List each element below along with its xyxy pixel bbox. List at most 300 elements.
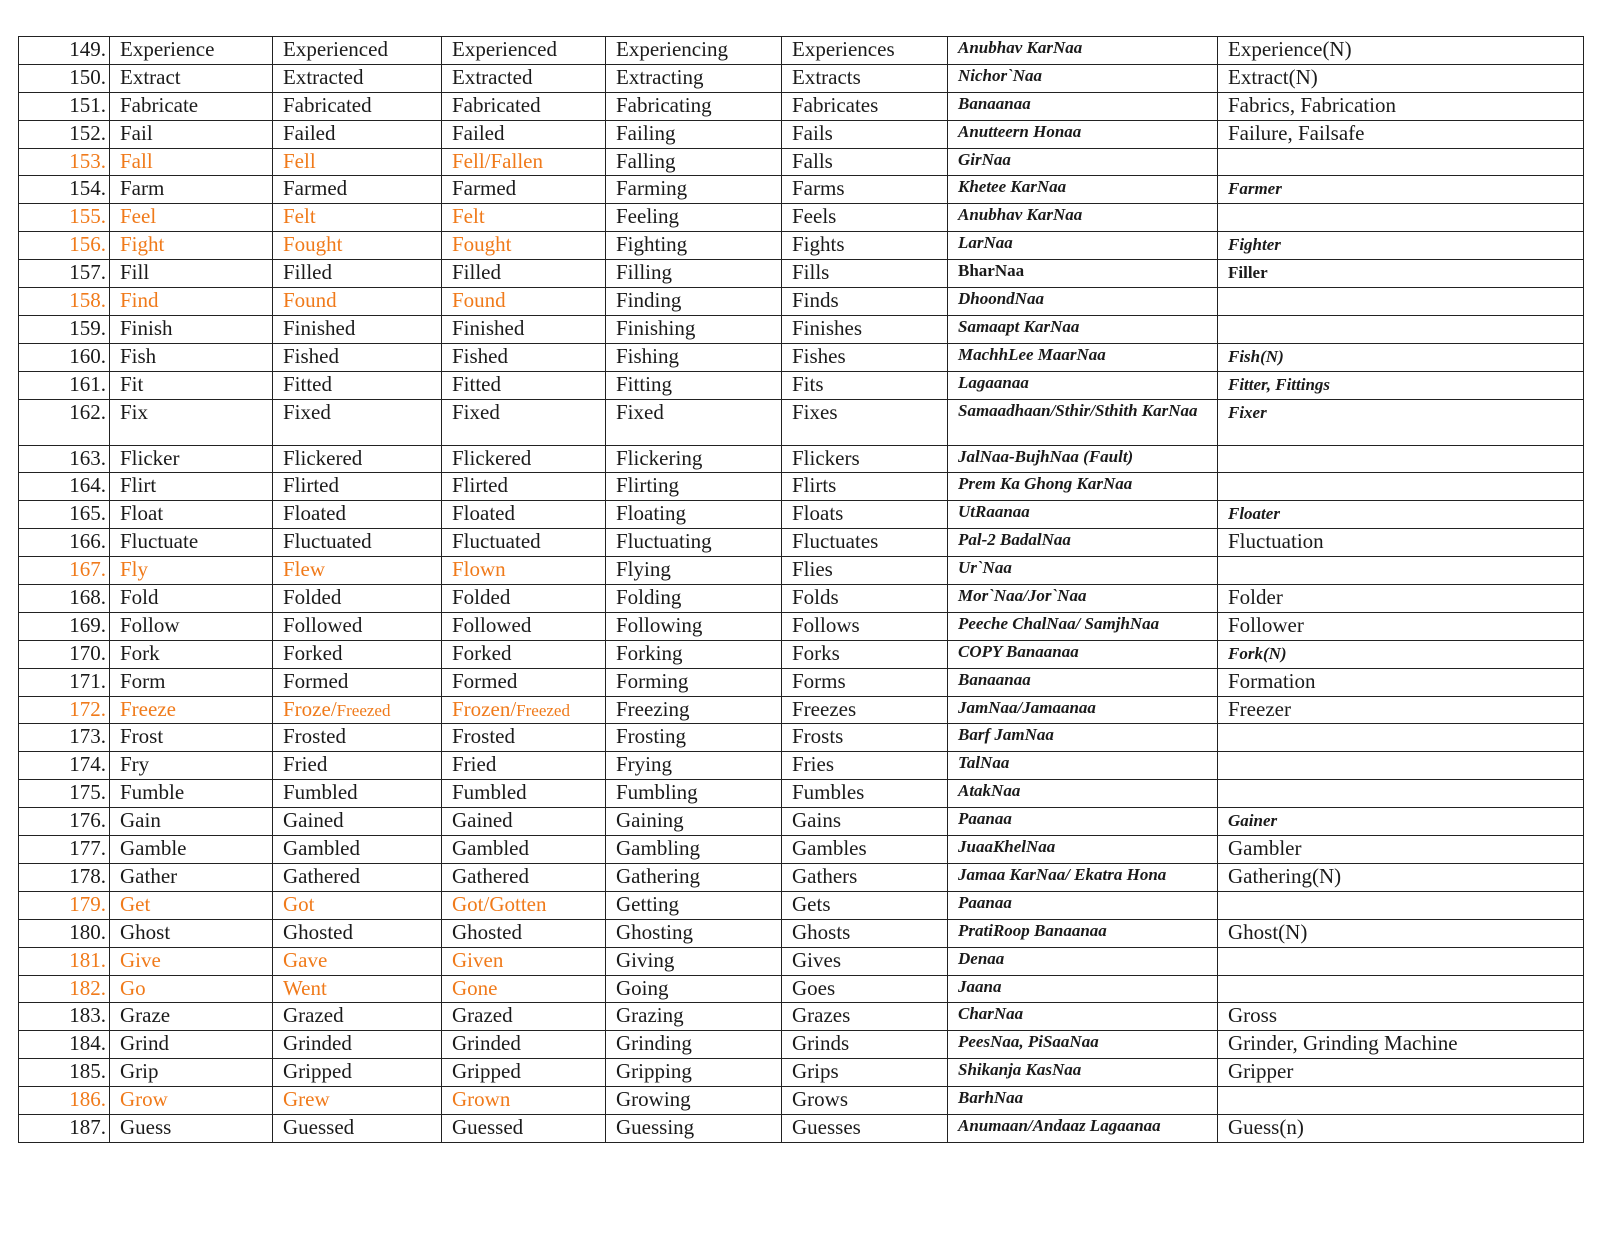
past-participle-text: Frozen/: [452, 696, 517, 721]
ing-form: Getting: [606, 891, 782, 919]
verb-row: [19, 529, 1584, 557]
past-form-text: Experienced: [283, 37, 388, 61]
row-number: 173.: [19, 724, 110, 752]
base-form: Fall: [110, 148, 273, 176]
verb-row: [19, 445, 1584, 473]
row-number: 169.: [19, 612, 110, 640]
base-form: Fluctuate: [110, 529, 273, 557]
base-form: Go: [110, 975, 273, 1003]
row-number: 174.: [19, 752, 110, 780]
past-form: [273, 148, 442, 176]
ing-form: Flying: [606, 557, 782, 585]
ing-form: Farming: [606, 176, 782, 204]
hindi-meaning: Anubhav KarNaa: [948, 204, 1218, 232]
row-number: 181.: [19, 947, 110, 975]
ing-form: Growing: [606, 1087, 782, 1115]
past-participle-text: Farmed: [452, 176, 517, 201]
row-number: 172.: [19, 696, 110, 724]
base-form: Ghost: [110, 919, 273, 947]
past-form: [273, 501, 442, 529]
past-form: [273, 975, 442, 1003]
row-number: 177.: [19, 836, 110, 864]
past-participle: [442, 836, 606, 864]
past-participle: [442, 1114, 606, 1142]
verb-row: [19, 501, 1584, 529]
past-participle: [442, 612, 606, 640]
verb-row: [19, 836, 1584, 864]
past-form-text: Grazed: [283, 1003, 344, 1028]
past-participle-text: Flown: [452, 557, 506, 582]
past-participle: [442, 92, 606, 120]
ing-form: Fighting: [606, 232, 782, 260]
ing-form: Flickering: [606, 445, 782, 473]
verb-row: [19, 399, 1584, 445]
past-form: [273, 724, 442, 752]
past-participle-text: Gambled: [452, 836, 529, 861]
past-participle-text: Flickered: [452, 445, 532, 470]
noun-form: [1218, 1087, 1584, 1115]
verb-row: [19, 176, 1584, 204]
noun-form: Fluctuation: [1218, 529, 1584, 557]
row-number: 187.: [19, 1114, 110, 1142]
verb-row: [19, 232, 1584, 260]
past-form: [273, 585, 442, 613]
ing-form: Fabricating: [606, 92, 782, 120]
noun-form: Failure, Failsafe: [1218, 120, 1584, 148]
past-participle: [442, 445, 606, 473]
past-form-text: Gathered: [283, 863, 360, 888]
past-form: [273, 668, 442, 696]
past-participle: [442, 947, 606, 975]
hindi-meaning: AtakNaa: [948, 780, 1218, 808]
row-number: 152.: [19, 120, 110, 148]
ing-form: Fumbling: [606, 780, 782, 808]
noun-form: Experience(N): [1218, 37, 1584, 65]
past-participle-alt: Freezed: [516, 700, 570, 720]
past-participle-text: Grown: [452, 1087, 511, 1112]
row-number: 185.: [19, 1059, 110, 1087]
base-form: Experience: [110, 37, 273, 65]
past-form: [273, 752, 442, 780]
past-participle: [442, 343, 606, 371]
past-form-text: Formed: [283, 668, 349, 693]
hindi-meaning: Anubhav KarNaa: [948, 37, 1218, 65]
ing-form: Gambling: [606, 836, 782, 864]
hindi-meaning: UtRaanaa: [948, 501, 1218, 529]
ing-form: Floating: [606, 501, 782, 529]
verb-row: [19, 148, 1584, 176]
past-form-text: Grinded: [283, 1031, 352, 1056]
row-number: 159.: [19, 315, 110, 343]
past-participle-text: Grinded: [452, 1031, 521, 1056]
ing-form: Freezing: [606, 696, 782, 724]
noun-form: Grinder, Grinding Machine: [1218, 1031, 1584, 1059]
past-participle: [442, 315, 606, 343]
noun-form: Gainer: [1218, 808, 1584, 836]
s-form: Finds: [782, 288, 948, 316]
past-participle: [442, 64, 606, 92]
verb-row: [19, 947, 1584, 975]
s-form: Frosts: [782, 724, 948, 752]
past-participle-text: Fitted: [452, 371, 502, 396]
past-form: [273, 473, 442, 501]
ing-form: Following: [606, 612, 782, 640]
base-form: Fumble: [110, 780, 273, 808]
verb-row: [19, 204, 1584, 232]
hindi-meaning: Nichor`Naa: [948, 64, 1218, 92]
past-form-text: Got: [283, 891, 315, 916]
base-form: Fry: [110, 752, 273, 780]
verb-row: [19, 724, 1584, 752]
s-form: Fishes: [782, 343, 948, 371]
s-form: Follows: [782, 612, 948, 640]
past-participle-text: Fell/Fallen: [452, 148, 543, 173]
past-participle: [442, 780, 606, 808]
past-form: [273, 176, 442, 204]
row-number: 156.: [19, 232, 110, 260]
row-number: 186.: [19, 1087, 110, 1115]
past-form: [273, 37, 442, 65]
past-form-text: Followed: [283, 612, 363, 637]
s-form: Fits: [782, 371, 948, 399]
past-form-text: Flickered: [283, 445, 363, 470]
past-participle-text: Fluctuated: [452, 529, 541, 554]
noun-form: Freezer: [1218, 696, 1584, 724]
base-form: Fit: [110, 371, 273, 399]
base-form: Fork: [110, 640, 273, 668]
hindi-meaning: Samaapt KarNaa: [948, 315, 1218, 343]
past-form-alt: Freezed: [336, 700, 391, 720]
verb-row: [19, 752, 1584, 780]
ing-form: Finishing: [606, 315, 782, 343]
row-number: 158.: [19, 288, 110, 316]
base-form: Graze: [110, 1003, 273, 1031]
hindi-meaning: GirNaa: [948, 148, 1218, 176]
hindi-meaning: Anumaan/Andaaz Lagaanaa: [948, 1114, 1218, 1142]
verb-row: [19, 808, 1584, 836]
hindi-meaning: CharNaa: [948, 1003, 1218, 1031]
row-number: 179.: [19, 891, 110, 919]
past-form: [273, 204, 442, 232]
verb-row: [19, 1087, 1584, 1115]
past-form-text: Gained: [283, 808, 344, 833]
past-form: [273, 1003, 442, 1031]
past-form-text: Forked: [283, 640, 343, 665]
row-number: 151.: [19, 92, 110, 120]
past-participle: [442, 1003, 606, 1031]
row-number: 166.: [19, 529, 110, 557]
past-form-text: Found: [283, 288, 337, 313]
row-number: 164.: [19, 473, 110, 501]
ing-form: Feeling: [606, 204, 782, 232]
ing-form: Grazing: [606, 1003, 782, 1031]
row-number: 165.: [19, 501, 110, 529]
noun-form: Guess(n): [1218, 1114, 1584, 1142]
ing-form: Folding: [606, 585, 782, 613]
noun-form: [1218, 724, 1584, 752]
hindi-meaning: PeesNaa, PiSaaNaa: [948, 1031, 1218, 1059]
ing-form: Fishing: [606, 343, 782, 371]
hindi-meaning: LarNaa: [948, 232, 1218, 260]
ing-form: Gathering: [606, 863, 782, 891]
noun-form: Gross: [1218, 1003, 1584, 1031]
noun-form: [1218, 315, 1584, 343]
ing-form: Forming: [606, 668, 782, 696]
verb-forms-table: [18, 36, 1584, 1143]
ing-form: Finding: [606, 288, 782, 316]
hindi-meaning: TalNaa: [948, 752, 1218, 780]
base-form: Get: [110, 891, 273, 919]
row-number: 168.: [19, 585, 110, 613]
base-form: Freeze: [110, 696, 273, 724]
past-form: [273, 1114, 442, 1142]
ing-form: Fixed: [606, 399, 782, 445]
ing-form: Giving: [606, 947, 782, 975]
past-form-text: Fluctuated: [283, 529, 372, 554]
verb-row: [19, 780, 1584, 808]
ing-form: Gaining: [606, 808, 782, 836]
ing-form: Ghosting: [606, 919, 782, 947]
ing-form: Forking: [606, 640, 782, 668]
past-form-text: Flew: [283, 557, 325, 582]
noun-form: [1218, 975, 1584, 1003]
past-participle-text: Grazed: [452, 1003, 513, 1028]
s-form: Farms: [782, 176, 948, 204]
past-participle: [442, 473, 606, 501]
past-participle: [442, 1031, 606, 1059]
base-form: Find: [110, 288, 273, 316]
noun-form: [1218, 204, 1584, 232]
past-form: [273, 371, 442, 399]
past-form: [273, 64, 442, 92]
past-form-text: Froze/: [283, 696, 337, 721]
past-participle: [442, 668, 606, 696]
s-form: Gathers: [782, 863, 948, 891]
verb-row: [19, 92, 1584, 120]
past-participle-text: Ghosted: [452, 919, 522, 944]
row-number: 149.: [19, 37, 110, 65]
row-number: 171.: [19, 668, 110, 696]
ing-form: Failing: [606, 120, 782, 148]
row-number: 167.: [19, 557, 110, 585]
verb-row: [19, 1031, 1584, 1059]
hindi-meaning: Pal-2 BadalNaa: [948, 529, 1218, 557]
row-number: 182.: [19, 975, 110, 1003]
past-participle: [442, 808, 606, 836]
hindi-meaning: COPY Banaanaa: [948, 640, 1218, 668]
ing-form: Falling: [606, 148, 782, 176]
past-form: [273, 399, 442, 445]
past-form-text: Guessed: [283, 1114, 355, 1139]
hindi-meaning: BarhNaa: [948, 1087, 1218, 1115]
s-form: Gets: [782, 891, 948, 919]
ing-form: Going: [606, 975, 782, 1003]
past-form-text: Fumbled: [283, 780, 358, 805]
past-form-text: Failed: [283, 120, 336, 145]
noun-form: Filler: [1218, 260, 1584, 288]
s-form: Finishes: [782, 315, 948, 343]
row-number: 175.: [19, 780, 110, 808]
s-form: Experiences: [782, 37, 948, 65]
base-form: Fix: [110, 399, 273, 445]
noun-form: Formation: [1218, 668, 1584, 696]
verb-row: [19, 37, 1584, 65]
ing-form: Grinding: [606, 1031, 782, 1059]
past-participle-text: Fished: [452, 343, 509, 368]
verb-row: [19, 585, 1584, 613]
base-form: Follow: [110, 612, 273, 640]
hindi-meaning: Peeche ChalNaa/ SamjhNaa: [948, 612, 1218, 640]
verb-row: [19, 343, 1584, 371]
hindi-meaning: Paanaa: [948, 891, 1218, 919]
base-form: Gain: [110, 808, 273, 836]
hindi-meaning: Mor`Naa/Jor`Naa: [948, 585, 1218, 613]
base-form: Fill: [110, 260, 273, 288]
past-participle-text: Got/Gotten: [452, 891, 547, 916]
ing-form: Gripping: [606, 1059, 782, 1087]
ing-form: Experiencing: [606, 37, 782, 65]
past-participle-text: Fumbled: [452, 780, 527, 805]
verb-row: [19, 919, 1584, 947]
past-form: [273, 557, 442, 585]
hindi-meaning: Banaanaa: [948, 668, 1218, 696]
past-form: [273, 836, 442, 864]
past-participle-text: Finished: [452, 315, 525, 340]
past-participle: [442, 120, 606, 148]
base-form: Fail: [110, 120, 273, 148]
past-form: [273, 529, 442, 557]
verb-row: [19, 315, 1584, 343]
s-form: Fluctuates: [782, 529, 948, 557]
past-participle: [442, 371, 606, 399]
hindi-meaning: Denaa: [948, 947, 1218, 975]
past-participle: [442, 288, 606, 316]
s-form: Fails: [782, 120, 948, 148]
noun-form: Fabrics, Fabrication: [1218, 92, 1584, 120]
verb-row: [19, 612, 1584, 640]
past-form-text: Gave: [283, 947, 328, 972]
hindi-meaning: Prem Ka Ghong KarNaa: [948, 473, 1218, 501]
past-form: [273, 315, 442, 343]
past-form-text: Finished: [283, 315, 356, 340]
past-participle-text: Formed: [452, 668, 518, 693]
past-participle-text: Experienced: [452, 37, 557, 61]
row-number: 183.: [19, 1003, 110, 1031]
s-form: Feels: [782, 204, 948, 232]
hindi-meaning: Jamaa KarNaa/ Ekatra Hona: [948, 863, 1218, 891]
verb-row: [19, 1003, 1584, 1031]
s-form: Grinds: [782, 1031, 948, 1059]
hindi-meaning: Shikanja KasNaa: [948, 1059, 1218, 1087]
s-form: Folds: [782, 585, 948, 613]
past-form: [273, 612, 442, 640]
noun-form: [1218, 780, 1584, 808]
past-form-text: Fished: [283, 343, 340, 368]
past-form-text: Gripped: [283, 1059, 352, 1084]
past-form-text: Went: [283, 975, 327, 1000]
base-form: Flicker: [110, 445, 273, 473]
past-form-text: Fixed: [283, 399, 331, 424]
verb-row: [19, 120, 1584, 148]
past-participle: [442, 232, 606, 260]
s-form: Grazes: [782, 1003, 948, 1031]
row-number: 163.: [19, 445, 110, 473]
s-form: Fries: [782, 752, 948, 780]
past-participle-text: Gripped: [452, 1059, 521, 1084]
noun-form: [1218, 752, 1584, 780]
past-form-text: Filled: [283, 260, 333, 285]
past-participle-text: Forked: [452, 640, 512, 665]
noun-form: Fork(N): [1218, 640, 1584, 668]
hindi-meaning: Anutteern Honaa: [948, 120, 1218, 148]
noun-form: [1218, 288, 1584, 316]
past-participle: [442, 148, 606, 176]
past-form-text: Folded: [283, 585, 342, 610]
past-participle: [442, 501, 606, 529]
past-form: [273, 288, 442, 316]
past-participle: [442, 1059, 606, 1087]
past-participle: [442, 1087, 606, 1115]
base-form: Float: [110, 501, 273, 529]
noun-form: Fish(N): [1218, 343, 1584, 371]
s-form: Floats: [782, 501, 948, 529]
base-form: Extract: [110, 64, 273, 92]
row-number: 170.: [19, 640, 110, 668]
s-form: Fabricates: [782, 92, 948, 120]
past-participle-text: Fixed: [452, 399, 500, 424]
past-form: [273, 919, 442, 947]
noun-form: [1218, 148, 1584, 176]
s-form: Guesses: [782, 1114, 948, 1142]
noun-form: [1218, 557, 1584, 585]
past-form: [273, 891, 442, 919]
hindi-meaning: Jaana: [948, 975, 1218, 1003]
past-form: [273, 260, 442, 288]
verb-row: [19, 975, 1584, 1003]
verb-row: [19, 696, 1584, 724]
past-form: [273, 1059, 442, 1087]
past-form-text: Fried: [283, 752, 328, 777]
verb-row: [19, 1059, 1584, 1087]
s-form: Forms: [782, 668, 948, 696]
past-participle-text: Given: [452, 947, 504, 972]
s-form: Gives: [782, 947, 948, 975]
ing-form: Fitting: [606, 371, 782, 399]
base-form: Gamble: [110, 836, 273, 864]
past-participle-text: Flirted: [452, 473, 508, 498]
s-form: Gains: [782, 808, 948, 836]
past-participle-text: Gathered: [452, 863, 529, 888]
hindi-meaning: BharNaa: [948, 260, 1218, 288]
past-participle: [442, 529, 606, 557]
past-participle-text: Felt: [452, 204, 485, 229]
past-participle-text: Found: [452, 288, 506, 313]
row-number: 176.: [19, 808, 110, 836]
past-form-text: Extracted: [283, 64, 364, 89]
base-form: Fish: [110, 343, 273, 371]
verb-row: [19, 260, 1584, 288]
verb-row: [19, 668, 1584, 696]
hindi-meaning: Barf JamNaa: [948, 724, 1218, 752]
hindi-meaning: DhoondNaa: [948, 288, 1218, 316]
base-form: Fabricate: [110, 92, 273, 120]
base-form: Grow: [110, 1087, 273, 1115]
verb-row: [19, 371, 1584, 399]
past-form-text: Frosted: [283, 724, 346, 749]
base-form: Grind: [110, 1031, 273, 1059]
hindi-meaning: Paanaa: [948, 808, 1218, 836]
base-form: Form: [110, 668, 273, 696]
